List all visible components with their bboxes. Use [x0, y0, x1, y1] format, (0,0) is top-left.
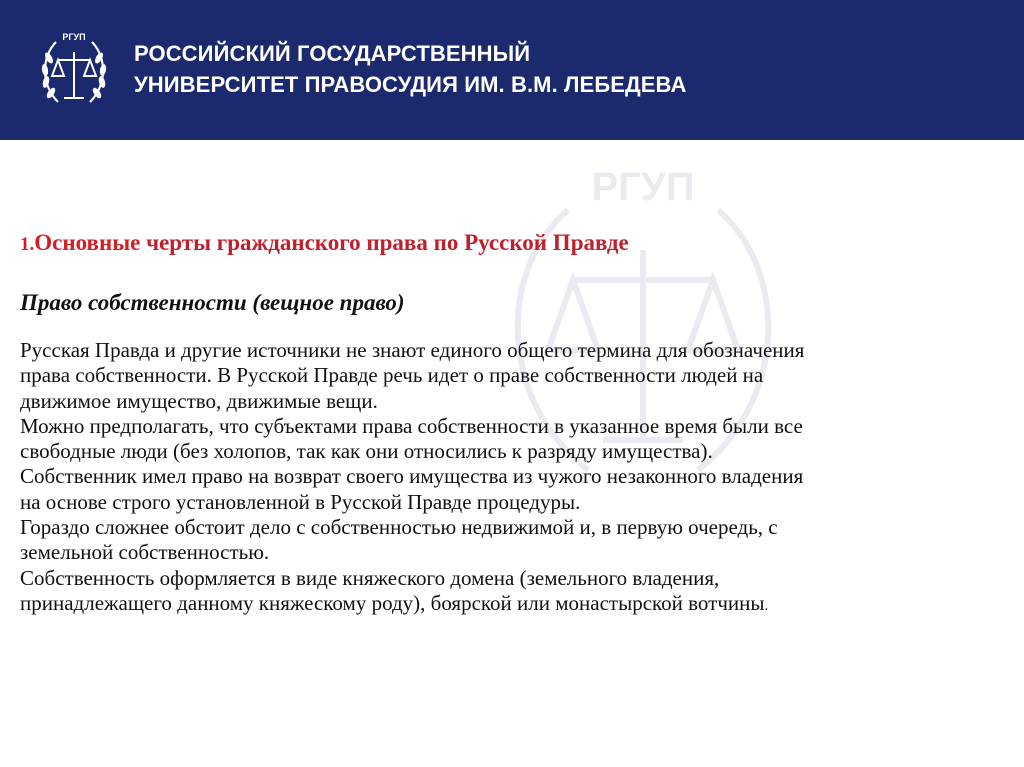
slide-subtitle: Право собственности (вещное право)	[20, 290, 405, 315]
body-line-last	[20, 591, 1010, 619]
title-number: 1.	[20, 234, 35, 255]
final-period: .	[764, 597, 769, 614]
header-banner	[0, 0, 1024, 140]
body-paragraphs	[20, 338, 1010, 619]
body-line: свободные люди (без холопов, так как они относились к разряду имущества).	[20, 439, 713, 464]
body-line: Можно предполагать, что субъектами права собственности в указанное время были все	[20, 413, 803, 438]
title-first-word: Основные	[34, 230, 141, 255]
body-line: Собственник имел право на возврат своего имущества из чужого незаконного владения	[20, 464, 804, 489]
body-line: Русская Правда и другие источники не знают единого общего термина для обозначения	[20, 338, 805, 362]
logo-abbr-text: РГУП	[62, 32, 86, 42]
body-line: Гораздо сложнее обстоит дело с собственностью недвижимой и, в первую очередь, с	[20, 515, 778, 540]
body-line: на основе строго установленной в Русской Правде процедуры.	[20, 489, 581, 514]
body-line-last-text: принадлежащего данному княжескому роду), боярской или монастырской вотчины	[20, 590, 765, 615]
body-line: движимое имущество, движимые вещи.	[20, 388, 378, 413]
university-name-line2: УНИВЕРСИТЕТ ПРАВОСУДИЯ ИМ. В.М. ЛЕБЕДЕВА	[134, 72, 687, 97]
university-logo	[34, 22, 114, 118]
university-name	[134, 38, 686, 100]
slide-title	[20, 228, 1010, 260]
body-line: Собственность оформляется в виде княжеского домена (земельного владения,	[20, 565, 720, 590]
university-name-line1: РОССИЙСКИЙ ГОСУДАРСТВЕННЫЙ	[134, 41, 531, 66]
body-line: права собственности. В Русской Правде речь идет о праве собственности людей на	[20, 363, 764, 388]
body-line: земельной собственностью.	[20, 540, 270, 565]
slide-content	[20, 228, 1010, 619]
watermark-abbr-text: РГУП	[591, 165, 695, 209]
title-rest: черты гражданского права по Русской Правде	[140, 230, 629, 255]
